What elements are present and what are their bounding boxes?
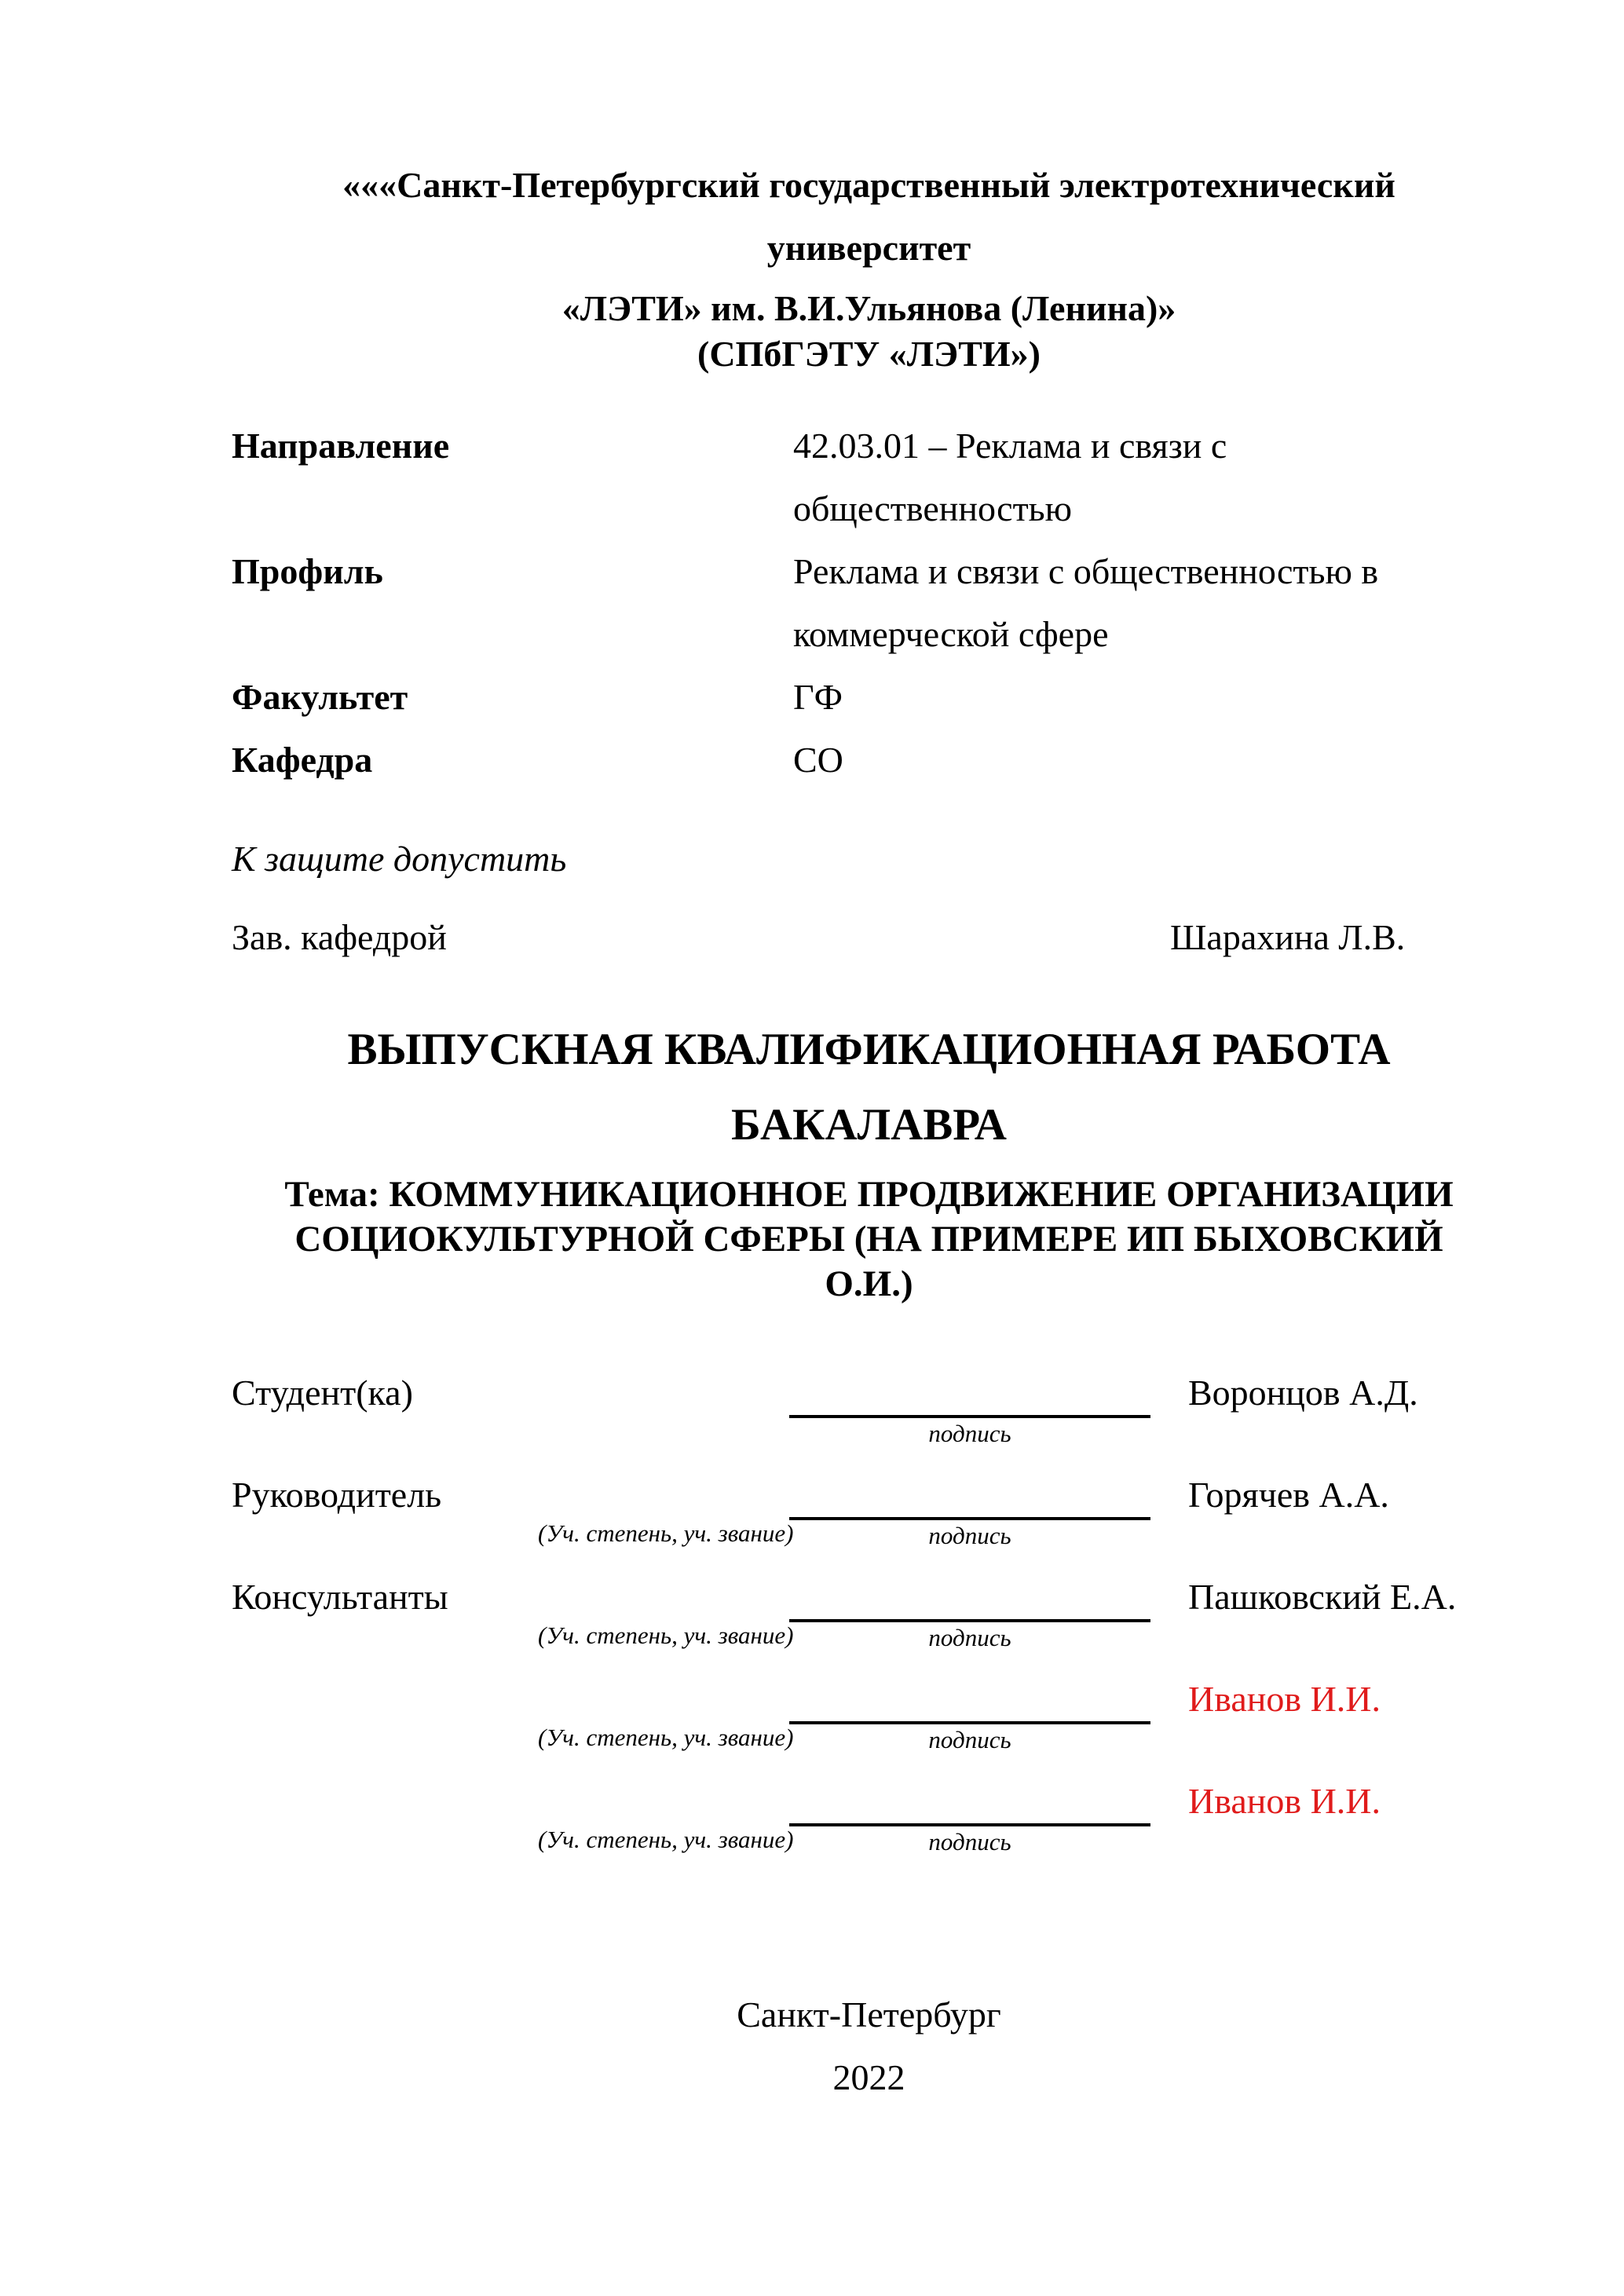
department-label: Кафедра: [232, 740, 373, 780]
university-header: [232, 154, 1506, 377]
direction-label: Направление: [232, 426, 450, 466]
degree-hint: (Уч. степень, уч. звание): [538, 1724, 794, 1751]
signature-caption: подпись: [928, 1828, 1011, 1855]
signature-row-consultant-1: [232, 1574, 1506, 1676]
degree-hint: [538, 1369, 789, 1472]
signature-field: [789, 1369, 1150, 1472]
supervisor-name: Горячев А.А.: [1188, 1475, 1389, 1515]
signature-row-supervisor: [232, 1472, 1506, 1574]
program-info: [232, 415, 1506, 792]
admission-phrase: К защите допустить: [232, 839, 567, 879]
year-label: 2022: [832, 2057, 905, 2097]
program-row-faculty: [232, 666, 1506, 729]
work-title-theme: Тема: КОММУНИКАЦИОННОЕ ПРОДВИЖЕНИЕ ОРГАНИЗАЦИИ СОЦИОКУЛЬТУРНОЙ СФЕРЫ (НА ПРИМЕРЕ ИП БЫХОВСКИЙ О.И.): [284, 1174, 1454, 1304]
faculty-value: ГФ: [793, 677, 843, 717]
university-name: «««Санкт-Петербургский государственный электротехнический университет: [342, 165, 1395, 268]
empty-role-label: [232, 1778, 538, 1880]
signature-row-student: [232, 1369, 1506, 1472]
faculty-label: Факультет: [232, 677, 408, 717]
footer-block: [232, 1983, 1506, 2109]
degree-hint: (Уч. степень, уч. звание): [538, 1826, 794, 1853]
signature-caption: подпись: [928, 1726, 1011, 1753]
consultant-3-name: Иванов И.И.: [1188, 1781, 1381, 1821]
work-title-main: ВЫПУСКНАЯ КВАЛИФИКАЦИОННАЯ РАБОТА БАКАЛАВРА: [347, 1025, 1391, 1150]
profile-label: Профиль: [232, 551, 383, 591]
empty-role-label: [232, 1676, 538, 1778]
signature-row-consultant-3: [232, 1778, 1506, 1880]
program-row-direction: [232, 415, 1506, 540]
degree-hint: (Уч. степень, уч. звание): [538, 1621, 794, 1649]
degree-hint: (Уч. степень, уч. звание): [538, 1519, 794, 1547]
admission-row: [232, 906, 1506, 969]
signature-field: [789, 1778, 1150, 1880]
signature-caption: подпись: [928, 1420, 1011, 1447]
signatures-block: [232, 1369, 1506, 1880]
profile-value: Реклама и связи с общественностью в коммерческой сфере: [793, 551, 1379, 654]
supervisor-role-label: Руководитель: [232, 1475, 442, 1515]
consultant-2-name: Иванов И.И.: [1188, 1679, 1381, 1719]
city-label: Санкт-Петербург: [737, 1994, 1001, 2035]
signature-field: [789, 1676, 1150, 1778]
direction-value: 42.03.01 – Реклама и связи с общественностью: [793, 426, 1227, 528]
signature-row-consultant-2: [232, 1676, 1506, 1778]
signature-caption: подпись: [928, 1624, 1011, 1651]
consultants-role-label: Консультанты: [232, 1577, 448, 1617]
consultant-1-name: Пашковский Е.А.: [1188, 1577, 1457, 1617]
signature-field: [789, 1472, 1150, 1574]
program-row-department: [232, 729, 1506, 792]
student-name: Воронцов А.Д.: [1188, 1373, 1418, 1413]
admission-block: [232, 828, 1506, 969]
signature-field: [789, 1574, 1150, 1676]
department-head-name: Шарахина Л.В.: [1170, 917, 1406, 957]
university-abbreviation: «ЛЭТИ» им. В.И.Ульянова (Ленина)» (СПбГЭТУ «ЛЭТИ»): [561, 288, 1176, 374]
department-value: СО: [793, 740, 843, 780]
signature-caption: подпись: [928, 1522, 1011, 1549]
work-title-block: [232, 1012, 1506, 1307]
program-row-profile: [232, 540, 1506, 666]
department-head-label: Зав. кафедрой: [232, 917, 447, 957]
student-role-label: Студент(ка): [232, 1373, 413, 1413]
